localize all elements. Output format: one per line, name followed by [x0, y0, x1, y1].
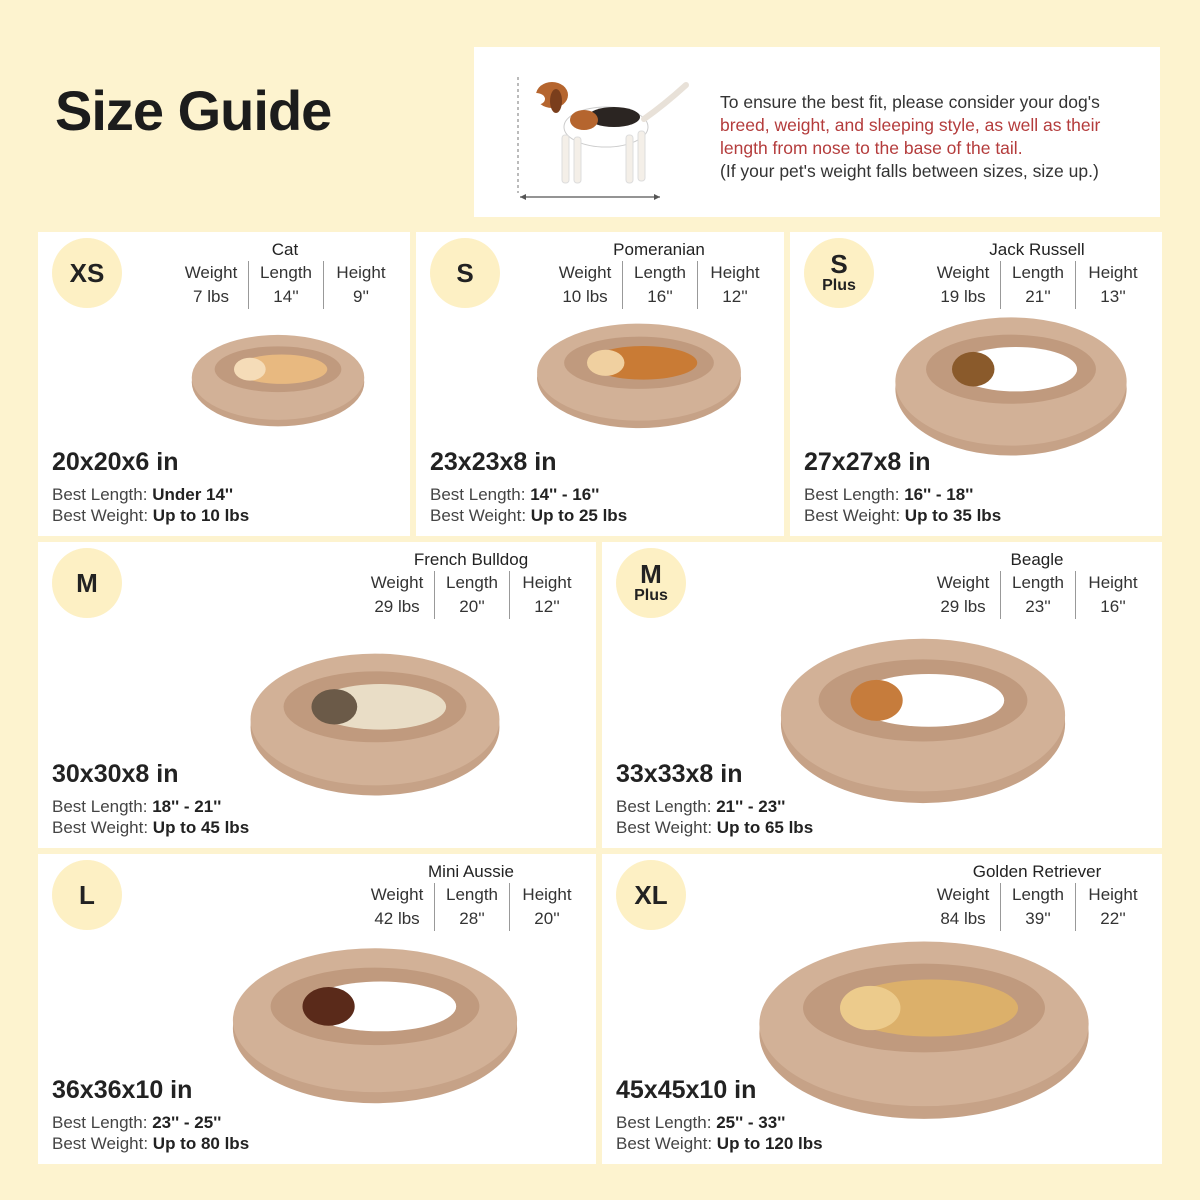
size-label: XL — [634, 880, 668, 910]
height-value: 20'' — [534, 909, 560, 928]
size-badge — [616, 860, 686, 930]
length-label: Length — [446, 573, 498, 592]
weight-value: 29 lbs — [940, 597, 986, 616]
size-badge — [52, 238, 122, 308]
best-weight: Best Weight: Up to 120 lbs — [616, 1134, 823, 1153]
size-plus-label: Plus — [822, 277, 856, 294]
best-length: Best Length: 16'' - 18'' — [804, 485, 974, 504]
pet-bed-image — [248, 646, 502, 798]
height-value: 9'' — [353, 287, 369, 306]
weight-stat — [926, 261, 1000, 309]
height-value: 13'' — [1100, 287, 1126, 306]
length-label: Length — [634, 263, 686, 282]
pet-bed-image — [778, 630, 1068, 806]
best-weight: Best Weight: Up to 25 lbs — [430, 506, 628, 525]
height-stat — [1075, 883, 1150, 931]
weight-stat — [360, 571, 434, 619]
size-card-s — [416, 232, 784, 536]
breed-name: Mini Aussie — [428, 862, 514, 881]
breed-name: Pomeranian — [613, 240, 705, 259]
size-card-l — [38, 854, 596, 1164]
beagle-measure-illustration — [514, 65, 694, 205]
height-label: Height — [336, 263, 386, 282]
length-value: 39'' — [1025, 909, 1051, 928]
weight-value: 29 lbs — [374, 597, 420, 616]
size-label: S — [456, 258, 474, 288]
weight-label: Weight — [370, 885, 424, 904]
height-value: 16'' — [1100, 597, 1126, 616]
height-stat — [1075, 261, 1150, 309]
length-stat — [1000, 571, 1075, 619]
best-fit-info — [52, 484, 249, 526]
weight-value: 42 lbs — [374, 909, 420, 928]
intro-line: To ensure the best fit, please consider your dog's — [720, 92, 1100, 112]
weight-stat — [548, 261, 622, 309]
height-stat — [1075, 571, 1150, 619]
best-fit-info — [616, 1112, 823, 1154]
breed-name: Beagle — [1010, 550, 1064, 569]
length-stat — [1000, 883, 1075, 931]
weight-label: Weight — [370, 573, 424, 592]
length-value: 21'' — [1025, 287, 1051, 306]
bed-dimensions: 36x36x10 in — [52, 1076, 193, 1104]
weight-label: Weight — [184, 263, 238, 282]
length-value: 14'' — [273, 287, 299, 306]
pet-bed-image — [190, 330, 366, 428]
height-stat — [697, 261, 772, 309]
height-label: Height — [1088, 885, 1138, 904]
best-weight: Best Weight: Up to 80 lbs — [52, 1134, 250, 1153]
height-stat — [509, 883, 584, 931]
pet-stats — [360, 883, 584, 931]
size-card-xs — [38, 232, 410, 536]
length-stat — [248, 261, 323, 309]
size-label: M — [76, 568, 98, 598]
best-length: Best Length: 23'' - 25'' — [52, 1113, 222, 1132]
weight-label: Weight — [936, 263, 990, 282]
height-label: Height — [1088, 263, 1138, 282]
intro-line: (If your pet's weight falls between sizes, size up.) — [720, 161, 1099, 181]
size-badge — [804, 238, 874, 308]
height-value: 12'' — [722, 287, 748, 306]
best-fit-info — [430, 484, 627, 526]
best-fit-info — [616, 796, 813, 838]
size-card-s-plus — [790, 232, 1162, 536]
best-length: Best Length: 18'' - 21'' — [52, 797, 222, 816]
length-value: 28'' — [459, 909, 485, 928]
length-label: Length — [260, 263, 312, 282]
best-fit-info — [52, 1112, 249, 1154]
pet-bed-image — [230, 940, 520, 1106]
length-label: Length — [1012, 573, 1064, 592]
breed-name: Cat — [271, 240, 299, 259]
intro-panel — [474, 47, 1160, 217]
size-card-m-plus — [602, 542, 1162, 848]
length-stat — [1000, 261, 1075, 309]
size-badge — [616, 548, 686, 618]
weight-label: Weight — [936, 885, 990, 904]
size-badge — [52, 548, 122, 618]
best-weight: Best Weight: Up to 65 lbs — [616, 818, 814, 837]
intro-line-highlight: breed, weight, and sleeping style, as well as their — [720, 115, 1101, 135]
pet-bed-image — [893, 310, 1129, 458]
bed-dimensions: 27x27x8 in — [804, 448, 931, 476]
weight-stat — [926, 571, 1000, 619]
size-plus-label: Plus — [634, 587, 668, 604]
pet-stats — [360, 571, 584, 619]
bed-dimensions: 23x23x8 in — [430, 448, 557, 476]
intro-text — [720, 91, 1150, 183]
best-weight: Best Weight: Up to 10 lbs — [52, 506, 250, 525]
height-label: Height — [710, 263, 760, 282]
weight-value: 7 lbs — [193, 287, 229, 306]
weight-stat — [360, 883, 434, 931]
breed-name: Golden Retriever — [972, 862, 1102, 881]
size-badge — [430, 238, 500, 308]
size-label: L — [79, 880, 95, 910]
height-label: Height — [1088, 573, 1138, 592]
weight-value: 19 lbs — [940, 287, 986, 306]
bed-dimensions: 20x20x6 in — [52, 448, 179, 476]
best-length: Best Length: 25'' - 33'' — [616, 1113, 786, 1132]
intro-line-highlight: length from nose to the base of the tail. — [720, 138, 1023, 158]
best-weight: Best Weight: Up to 35 lbs — [804, 506, 1002, 525]
best-length: Best Length: 21'' - 23'' — [616, 797, 786, 816]
size-badge — [52, 860, 122, 930]
length-stat — [622, 261, 697, 309]
length-stat — [434, 883, 509, 931]
pet-stats — [548, 261, 772, 309]
size-card-xl — [602, 854, 1162, 1164]
height-label: Height — [522, 885, 572, 904]
height-value: 22'' — [1100, 909, 1126, 928]
breed-name: French Bulldog — [413, 550, 529, 569]
pet-stats — [174, 261, 398, 309]
length-label: Length — [446, 885, 498, 904]
length-stat — [434, 571, 509, 619]
pet-bed-image — [756, 932, 1092, 1122]
size-label: M — [640, 559, 662, 589]
size-label: XS — [69, 258, 105, 288]
best-length: Best Length: 14'' - 16'' — [430, 485, 600, 504]
height-stat — [323, 261, 398, 309]
best-fit-info — [52, 796, 249, 838]
length-value: 16'' — [647, 287, 673, 306]
size-card-m — [38, 542, 596, 848]
length-value: 23'' — [1025, 597, 1051, 616]
length-label: Length — [1012, 885, 1064, 904]
weight-stat — [174, 261, 248, 309]
weight-label: Weight — [936, 573, 990, 592]
height-stat — [509, 571, 584, 619]
height-value: 12'' — [534, 597, 560, 616]
weight-label: Weight — [558, 263, 612, 282]
breed-name: Jack Russell — [989, 240, 1085, 259]
weight-stat — [926, 883, 1000, 931]
weight-value: 84 lbs — [940, 909, 986, 928]
length-label: Length — [1012, 263, 1064, 282]
bed-dimensions: 33x33x8 in — [616, 760, 743, 788]
bed-dimensions: 45x45x10 in — [616, 1076, 757, 1104]
height-label: Height — [522, 573, 572, 592]
pet-bed-image — [535, 318, 743, 430]
best-weight: Best Weight: Up to 45 lbs — [52, 818, 250, 837]
best-length: Best Length: Under 14'' — [52, 485, 234, 504]
pet-stats — [926, 883, 1150, 931]
page-title: Size Guide — [55, 79, 332, 142]
weight-value: 10 lbs — [562, 287, 608, 306]
bed-dimensions: 30x30x8 in — [52, 760, 179, 788]
best-fit-info — [804, 484, 1001, 526]
pet-stats — [926, 571, 1150, 619]
length-value: 20'' — [459, 597, 485, 616]
pet-stats — [926, 261, 1150, 309]
size-label: S — [830, 249, 848, 279]
